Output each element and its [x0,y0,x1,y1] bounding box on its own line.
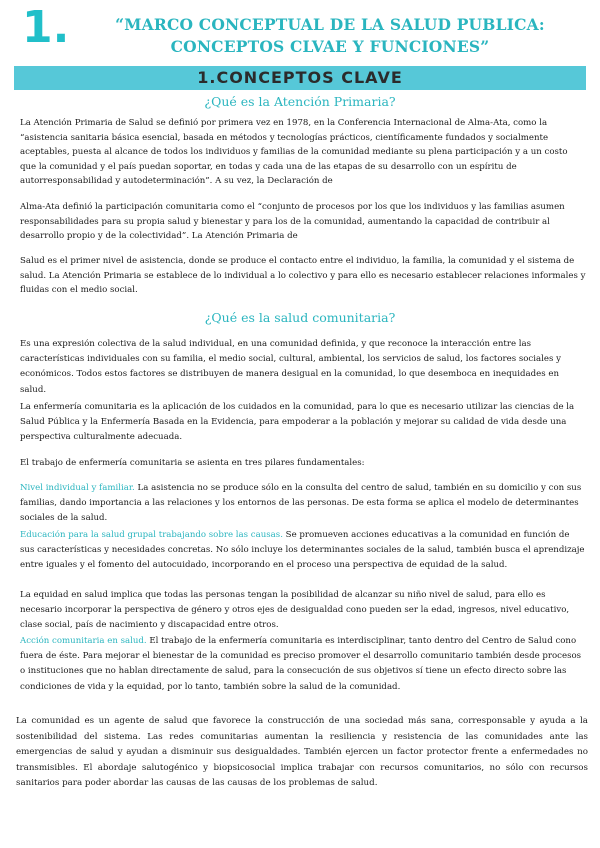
pillar-educacion-grupal [20,528,586,574]
paragraph-pilares-intro: El trabajo de enfermería comunitaria se asienta en tres pilares fundamentales: [20,458,365,468]
section-banner [14,66,586,90]
paragraph-comunidad-agente: La comunidad es un agente de salud que favorece la construcción de una sociedad más sana, corresponsable y ayuda a la sostenibilidad del sistema. Las redes comunitarias aumentan la resiliencia y resistencia de las comunidades ante las emergencias de salud y ayudan a disminuir sus desigualdades. También ejercen un factor protector frente a enfermedades no transmisibles. El abordaje salutogénico y biopsicosocial implica trabajar con recursos comunitarios, no sólo con recursos sanitarios para poder abordar las causas de las causas de los problemas de salud. [16,716,588,789]
paragraph-alma-ata: Alma-Ata definió la participación comunitaria como el “conjunto de procesos por los que los individuos y las familias asumen responsabilidades para su propia salud y bienestar y para los de la comunidad, aumentando la capacidad de contribuir al desarrollo propio y de la colectividad”. La Atención Primaria de [20,202,565,242]
pillar-label: Acción comunitaria en salud. [20,636,147,646]
pillar-text: La asistencia no se produce sólo en la consulta del centro de salud, también en su domicilio y con sus familias, dando importancia a las relaciones y los entornos de las personas. De esta forma se aplica el modelo de determinantes sociales de la salud. [20,483,582,524]
pillar-accion-comunitaria [20,634,586,695]
pillar-text: El trabajo de la enfermería comunitaria es interdisciplinar, tanto dentro del Centro de Salud cono fuera de éste. Para mejorar el bienestar de la comunidad es preciso promover el desarrollo comunitario también desde procesos o instituciones que no hablan directamente de salud, para la consecución de sus objetivos sí tiene un efecto directo sobre las condiciones de vida y la equidad, por lo tanto, también sobre la salud de la comunidad. [20,636,582,692]
section-number: 1. [22,2,70,53]
pillar-individual-familiar [20,481,586,527]
paragraph-ap-definition: La Atención Primaria de Salud se definió por primera vez en 1978, en la Conferencia Internacional de Alma-Ata, como la “asistencia sanitaria básica esencial, basada en métodos y tecnologías prácticos, científicamente fundados y socialmente aceptables, puesta al alcance de todos los individuos y familias de la comunidad mediante su plena participación y a un costo que la comunidad y el país puedan soportar, en todas y cada una de las etapas de su desarrollo con un espíritu de autorresponsabilidad y autodeterminación”. A su vez, la Declaración de [20,118,568,187]
pillar-label: Nivel individual y familiar. [20,483,135,493]
paragraph-salud-comunitaria: Es una expresión colectiva de la salud individual, en una comunidad definida, y que reconoce la interacción entre las características individuales con su familia, el medio social, cultural, ambiental, los servicios de salud, los factores sociales y económicos. Todos estos factores se distribuyen de manera desigual en la comunidad, lo que desemboca en inequidades en salud. [20,339,561,395]
banner-title: 1.CONCEPTOS CLAVE [197,68,403,87]
heading-atencion-primaria: ¿Qué es la Atención Primaria? [204,94,396,109]
paragraph-equidad: La equidad en salud implica que todas las personas tengan la posibilidad de alcanzar su niño nivel de salud, para ello es necesario incorporar la perspectiva de género y otros ejes de desigualdad cono pueden ser la edad, ingresos, nivel educativo, clase social, país de nacimiento y discapacidad entre otros. [20,590,570,631]
pillar-text: Se promueven acciones educativas a la comunidad en función de sus características y necesidades concretas. No sólo incluye los determinantes sociales de la salud, también busca el aprendizaje entre iguales y el fomento del autocuidado, incorporando en el proceso una perspectiva de equidad de la salud. [20,530,585,571]
heading-salud-comunitaria: ¿Qué es la salud comunitaria? [204,310,396,325]
paragraph-enfermeria-comunitaria: La enfermería comunitaria es la aplicación de los cuidados en la comunidad, para lo que es necesario utilizar las ciencias de la Salud Pública y la Enfermería Basada en la Evidencia, para empoderar a la población y mejorar su calidad de vida desde una perspectiva culturalmente adecuada. [20,402,575,443]
paragraph-primer-nivel: Salud es el primer nivel de asistencia, donde se produce el contacto entre el individuo, la familia, la comunidad y el sistema de salud. La Atención Primaria se establece de lo individual a lo colectivo y para ello es necesario establecer relaciones informales y fluidas con el medio social. [20,256,586,296]
pillar-label: Educación para la salud grupal trabajando sobre las causas. [20,530,283,540]
page-header [0,0,600,64]
document-title: “MARCO CONCEPTUAL DE LA SALUD PUBLICA: CONCEPTOS CLVAE Y FUNCIONES” [115,15,545,56]
